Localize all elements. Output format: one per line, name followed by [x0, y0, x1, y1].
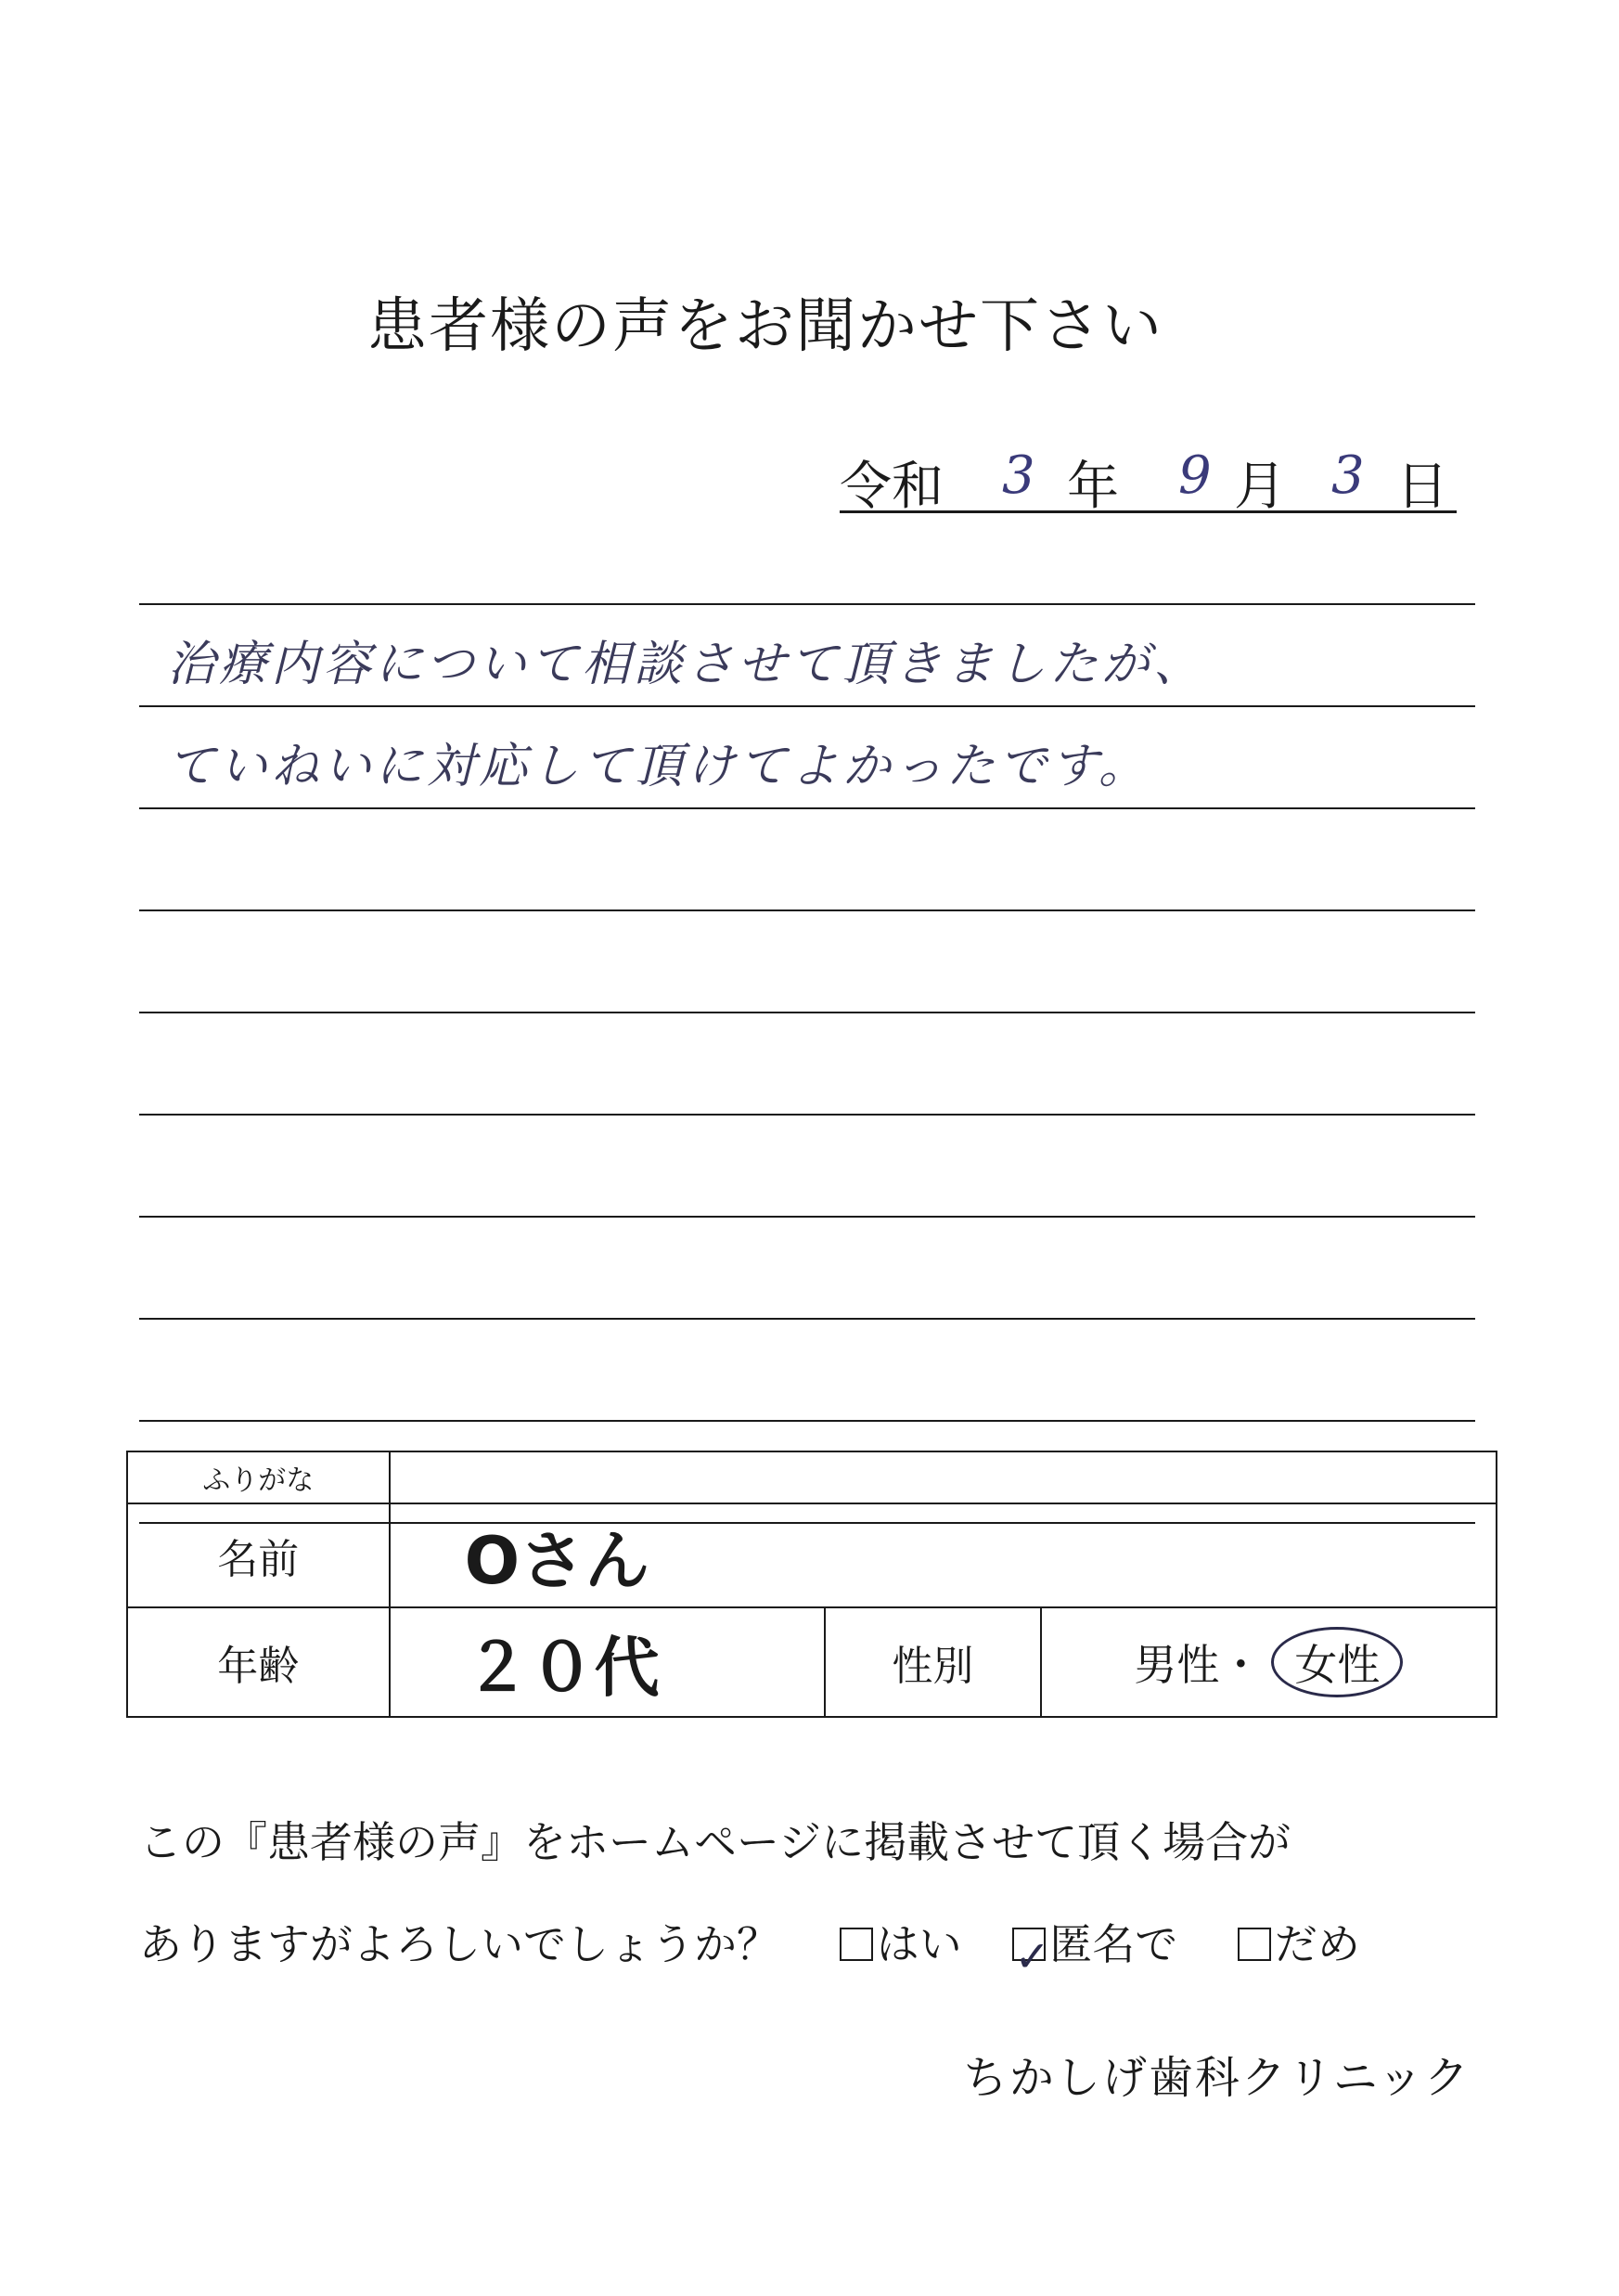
comment-line-8[interactable]	[139, 1318, 1475, 1422]
date-year[interactable]: 3	[1002, 445, 1035, 506]
comment-line-7[interactable]	[139, 1216, 1475, 1320]
age-field[interactable]: ２０代	[390, 1607, 825, 1717]
age-label: 年齢	[127, 1607, 390, 1717]
date-month[interactable]: 9	[1178, 445, 1212, 506]
date-era: 令和	[840, 457, 944, 517]
comment-line-4[interactable]	[139, 909, 1475, 1013]
date-day-unit: 日	[1396, 457, 1448, 517]
comment-line-2[interactable]: ていねいに対応して頂けてよかったです。	[139, 705, 1475, 809]
gender-field[interactable]	[1041, 1607, 1497, 1717]
form-title: 患者様の声をお聞かせ下さい	[367, 292, 1163, 361]
consent-question	[139, 1791, 1531, 1995]
gender-label: 性別	[825, 1607, 1041, 1717]
comment-line-6[interactable]	[139, 1114, 1475, 1218]
consent-question-text: ありますがよろしいでしょうか？	[139, 1919, 779, 1969]
furigana-row	[127, 1451, 1497, 1503]
furigana-field[interactable]	[390, 1451, 1497, 1503]
age-gender-row	[127, 1607, 1497, 1717]
gender-option-male[interactable]: 男性	[1134, 1640, 1220, 1690]
comment-line-3[interactable]	[139, 807, 1475, 911]
furigana-label: ふりがな	[127, 1451, 390, 1503]
checkbox-icon[interactable]	[1238, 1928, 1271, 1961]
patient-info-table	[126, 1451, 1497, 1718]
gender-option-female[interactable]: 女性	[1271, 1627, 1403, 1697]
name-row	[127, 1503, 1497, 1607]
comment-line-1[interactable]: 治療内容について相談させて頂きましたが、	[139, 603, 1475, 707]
consent-option-anonymous[interactable]: ✓ 匿名で	[1012, 1893, 1177, 1995]
date-year-unit: 年	[1067, 457, 1119, 517]
consent-option-no[interactable]: だめ	[1238, 1893, 1360, 1995]
consent-option-yes[interactable]: はい	[840, 1893, 962, 1995]
checked-checkbox-icon[interactable]	[1012, 1928, 1046, 1961]
clinic-name: ちかしげ歯科クリニック	[962, 2052, 1471, 2104]
name-field[interactable]: Oさん	[390, 1503, 1497, 1607]
consent-line-2	[139, 1893, 1531, 1995]
comment-top-rule	[139, 501, 1475, 605]
gender-separator: ・	[1219, 1640, 1263, 1690]
date-month-unit: 月	[1234, 457, 1286, 517]
name-label: 名前	[127, 1503, 390, 1607]
date-day[interactable]: 3	[1331, 445, 1365, 506]
consent-line-1: この『患者様の声』をホームページに掲載させて頂く場合が	[139, 1817, 1291, 1867]
comment-line-5[interactable]	[139, 1012, 1475, 1116]
checkbox-icon[interactable]	[840, 1928, 873, 1961]
